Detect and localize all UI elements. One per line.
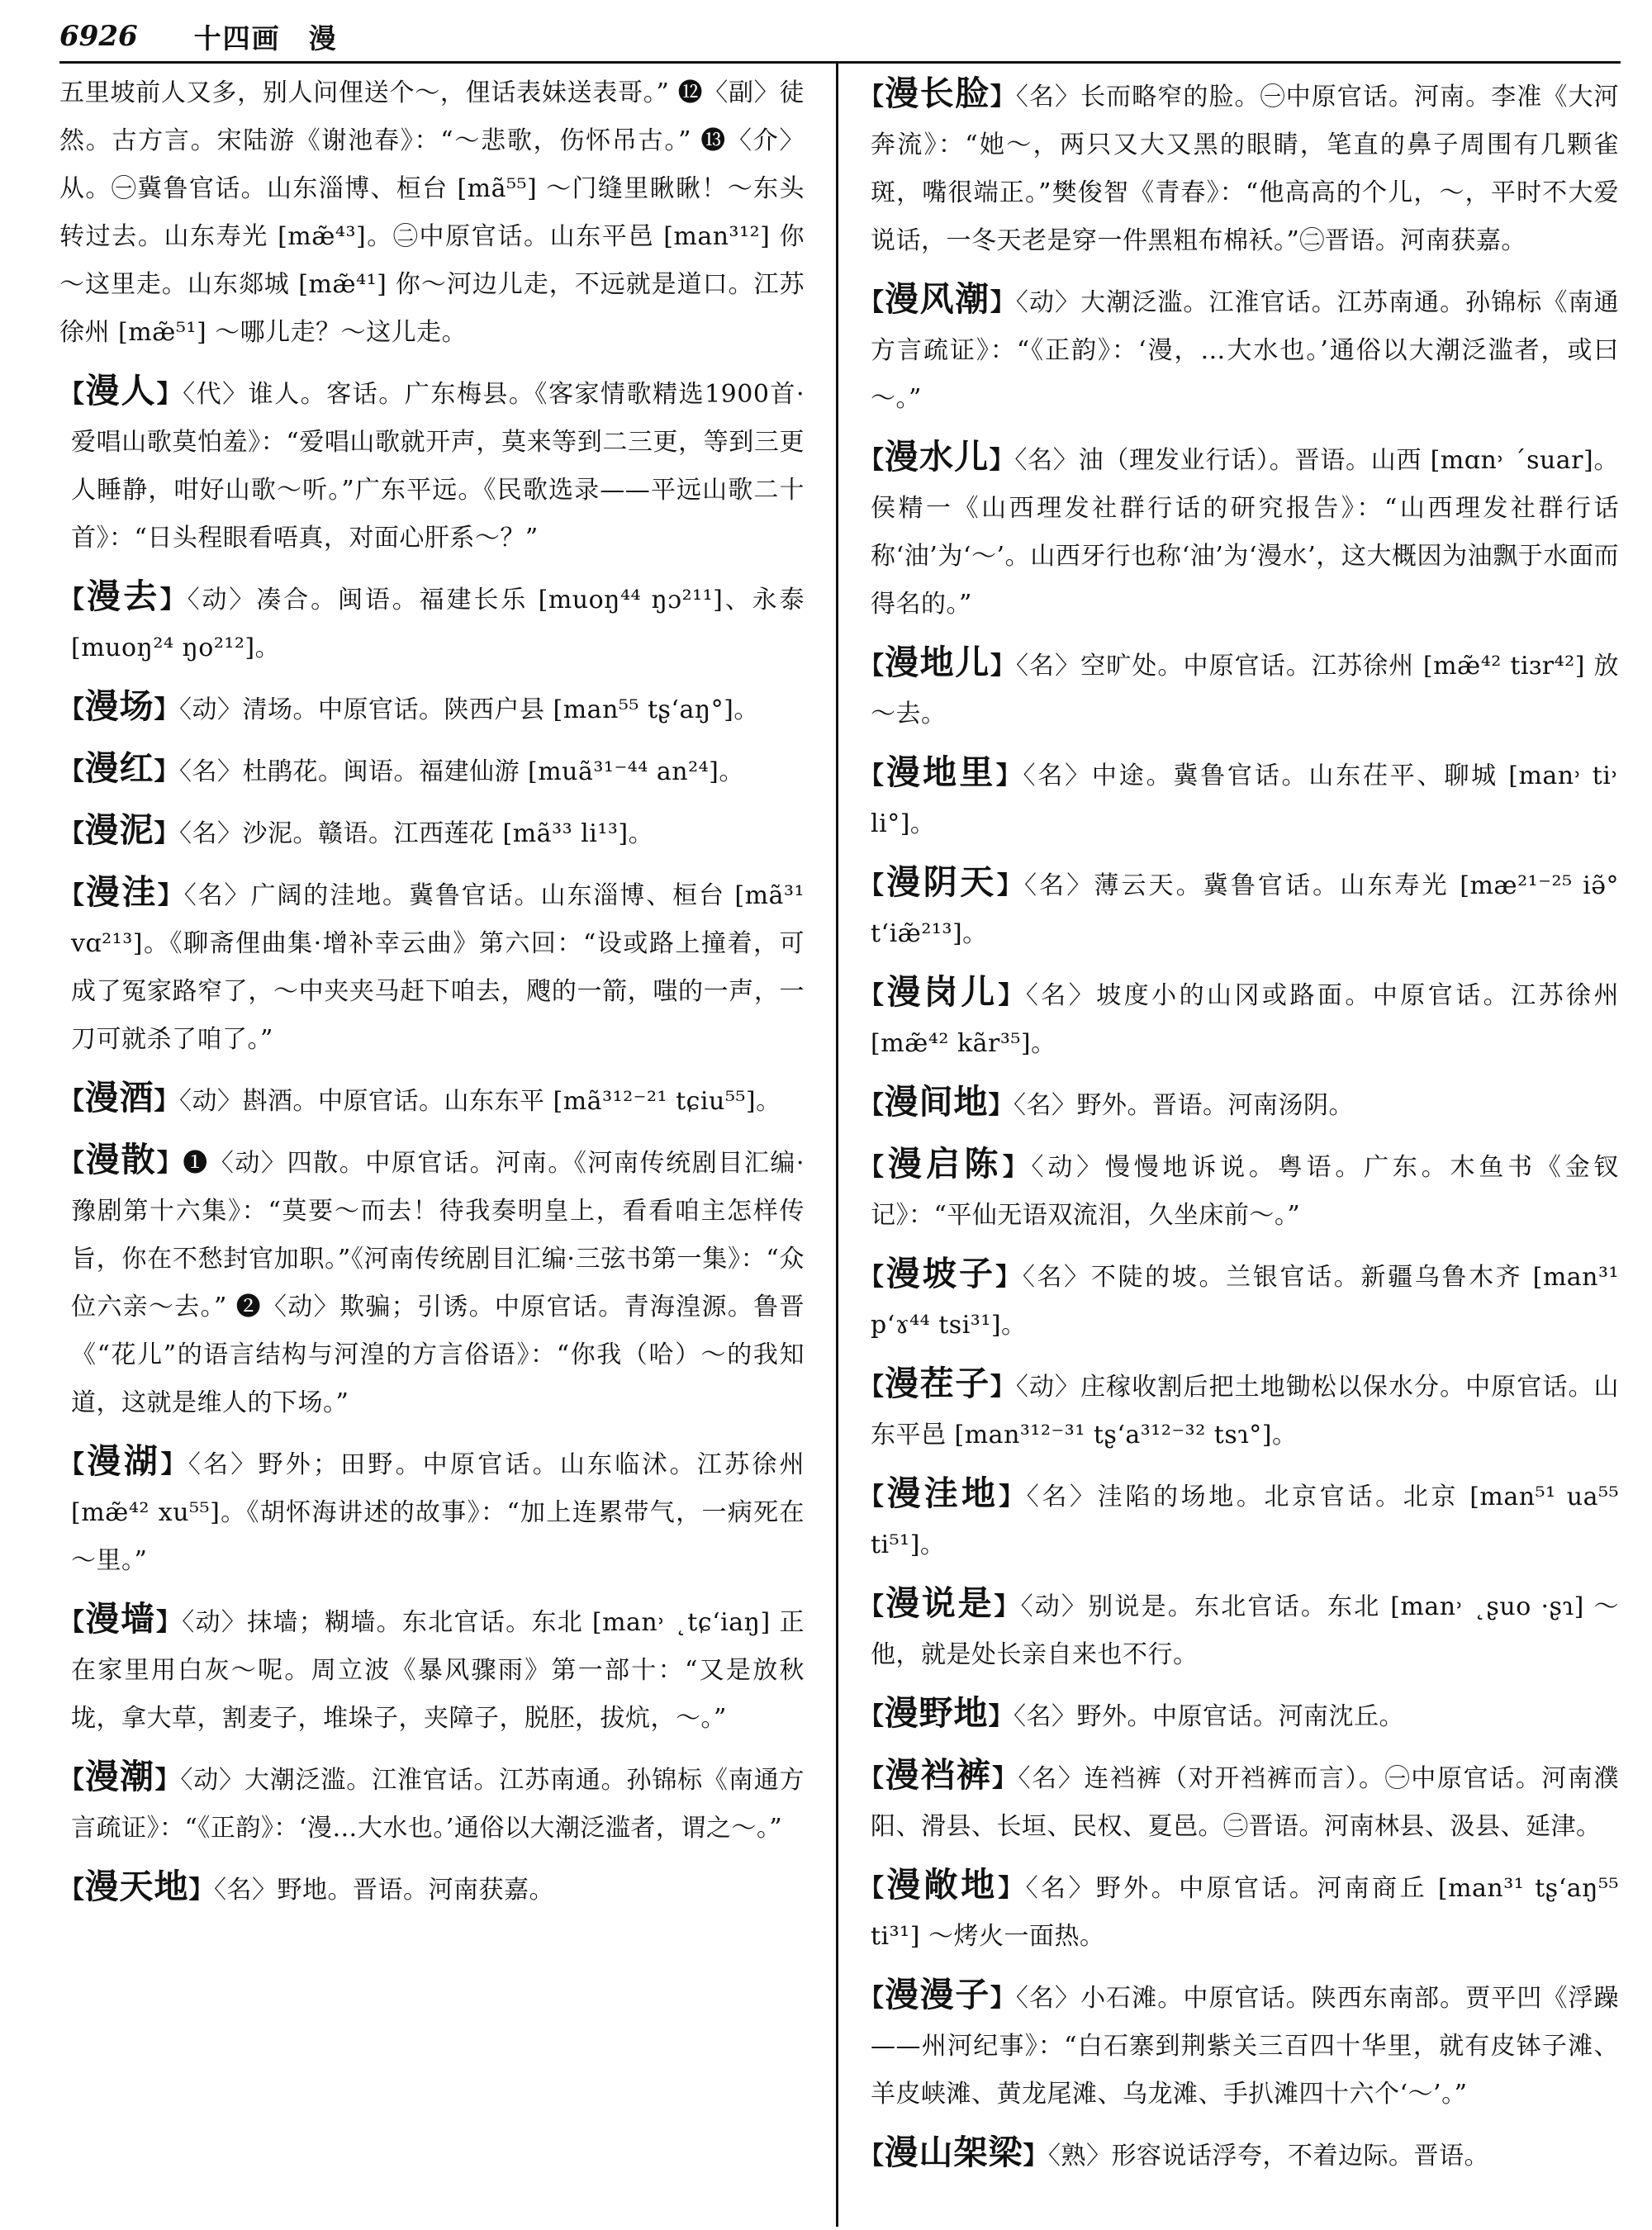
bracket-close: 】 [157,881,184,910]
bracket-open: 【 [859,1592,886,1621]
dictionary-entry [859,968,1619,1068]
dictionary-entry [59,367,805,562]
entry-definition: 〈名〉油（理发业行话）。晋语。山西 [mɑn˒ ˊsuar]。侯精一《山西理发社群行话的研究报告》：“山西理发社群行话称‘油’为‘～’。山西牙行也称‘油’为‘漫水’，这大概因为油飘于水面而得名的。” [871,446,1619,619]
bracket-close: 】 [159,586,188,614]
entry-headword: 漫洼地 [886,1473,999,1513]
bracket-close: 】 [995,762,1023,790]
entry-definition: 〈动〉斟酒。中原官话。山东东平 [mã³¹²⁻²¹ tɕiu⁵⁵]。 [179,1087,781,1116]
dictionary-entry [859,1469,1619,1569]
entry-definition: 〈熟〉形容说话浮夸，不着边际。晋语。 [1048,2142,1489,2171]
bracket-open: 【 [59,819,85,848]
bracket-open: 【 [859,1764,885,1793]
entry-definition: 〈名〉野外。中原官话。河南沈丘。 [1014,1702,1404,1731]
entry-headword: 漫墙 [85,1599,156,1639]
entry-headword: 漫茬子 [885,1364,990,1403]
bracket-close: 】 [154,819,179,848]
dictionary-entry [59,572,805,672]
bracket-close: 】 [160,1450,188,1479]
dictionary-entry [859,433,1619,629]
bracket-close: 】 [1002,1153,1032,1182]
bracket-open: 【 [859,871,887,900]
bracket-open: 【 [859,1874,887,1903]
bracket-open: 【 [859,1091,885,1120]
bracket-open: 【 [859,981,887,1010]
bracket-close: 】 [990,652,1016,681]
entry-definition: 〈名〉连裆裤（对开裆裤而言）。㊀中原官话。河南濮阳、滑县、长垣、民权、夏邑。㊁晋语。河南林县、汲县、延津。 [871,1764,1620,1841]
bracket-close: 】 [156,1149,183,1178]
dictionary-entry [59,744,805,796]
entry-definition: 〈名〉野外；田野。中原官话。山东临沭。江苏徐州 [mæ̃⁴² xu⁵⁵]。《胡怀海讲述的故事》：“加上连累带气，一病死在～里。” [71,1450,805,1575]
entry-headword: 漫敞地 [886,1865,999,1905]
entry-definition: 〈动〉凑合。闽语。福建长乐 [muoŋ⁴⁴ ŋɔ²¹¹]、永泰 [muoŋ²⁴ ŋo²¹²]。 [71,586,805,662]
entry-headword: 漫阴天 [886,862,997,902]
dictionary-entry [859,1861,1619,1961]
bracket-open: 【 [859,2142,885,2171]
entry-definition: 〈名〉洼陷的场地。北京官话。北京 [man⁵¹ ua⁵⁵ ti⁵¹]。 [871,1483,1620,1559]
dictionary-entry [59,806,805,858]
dictionary-entry [59,1074,805,1126]
bracket-open: 【 [859,1153,888,1182]
bracket-close: 】 [990,1984,1016,2013]
dictionary-entry [59,1136,805,1427]
entry-definition: 五里坡前人又多，别人问俚送个～，俚话表妹送表哥。” ⓬〈副〉徒然。古方言。宋陆游《谢池春》：“～悲歌，伤怀吊古。” ⓭〈介〉从。㊀冀鲁官话。山东淄博、桓台 [mã⁵⁵] ～门缝里瞅瞅！～东头转过去。山东寿光 [mæ̃⁴³]。㊁中原官话。山东平邑 [man³¹²] 你～这里走。山东郯城 [mæ̃⁴¹] 你～河边儿走，不远就是道口。江苏徐州 [mæ̃⁵¹] ～哪儿走？～这儿走。 [59,78,805,347]
bracket-open: 【 [59,1149,86,1178]
bracket-open: 【 [59,1450,88,1479]
entry-headword: 漫野地 [884,1693,989,1733]
entry-headword: 漫山架梁 [884,2133,1023,2172]
entry-definition: 〈名〉野地。晋语。河南获嘉。 [214,1876,554,1905]
bracket-close: 】 [995,1263,1023,1292]
dictionary-entry [59,1753,805,1853]
bracket-close: 】 [154,1087,179,1116]
left-column [59,69,805,1924]
dictionary-entry [859,1971,1619,2118]
entry-definition: 〈名〉野外。中原官话。河南商丘 [man³¹ tʂʻaŋ⁵⁵ ti³¹] ～烤火一面热。 [871,1874,1619,1951]
bracket-close: 】 [990,1373,1016,1402]
entry-definition: 〈名〉杜鹃花。闽语。福建仙游 [muã³¹⁻⁴⁴ an²⁴]。 [179,757,744,786]
entry-definition: 〈代〉谁人。客话。广东梅县。《客家情歌精选1900首·爱唱山歌莫怕羞》：“爱唱山歌就开声，莫来等到二三更，等到三更人睡静，咁好山歌～听。”广东平远。《民歌选录——平远山歌二十首》：“日头程眼看唔真，对面心肝系～？” [71,380,805,553]
entry-headword: 漫去 [86,576,160,616]
dictionary-entry [59,1595,805,1743]
bracket-close: 】 [990,288,1016,317]
bracket-close: 】 [990,83,1016,112]
dictionary-entry [859,275,1619,423]
dictionary-entry [59,1862,805,1914]
entry-definition: 〈动〉庄稼收割后把土地锄松以保水分。中原官话。山东平邑 [man³¹²⁻³¹ tʂʻa³¹²⁻³² tsɿ°]。 [871,1373,1620,1450]
entry-definition: 〈动〉抹墙；糊墙。东北官话。东北 [man˒ ˛tɕʻiaŋ] 正在家里用白灰～呢。周立波《暴风骤雨》第一部十：“又是放秋垅，拿大草，割麦子，堆垛子，夹障子，脱胚，拔炕，～。” [71,1608,805,1733]
bracket-open: 【 [859,1483,887,1511]
bracket-open: 【 [859,1702,885,1731]
header-rule [59,61,1621,64]
entry-definition: 〈动〉大潮泛滥。江淮官话。江苏南通。孙锦标《南通方言疏证》：“《正韵》：‘漫…大水也。’通俗以大潮泛滥者，谓之～。” [71,1766,805,1843]
entry-headword: 漫地里 [885,752,996,792]
entry-headword: 漫裆裤 [885,1755,992,1795]
dictionary-entry [859,1689,1619,1741]
entry-headword: 漫长脸 [885,74,990,113]
dictionary-entry [859,1078,1619,1130]
entry-headword: 漫红 [84,748,154,788]
entry-headword: 漫启陈 [887,1144,1003,1184]
dictionary-entry [859,69,1619,265]
entry-headword: 漫潮 [84,1757,155,1796]
entry-definition: 〈名〉不陡的坡。兰银官话。新疆乌鲁木齐 [man³¹ pʻɤ⁴⁴ tsi³¹]。 [871,1263,1620,1340]
bracket-open: 【 [859,83,885,112]
bracket-open: 【 [59,757,85,786]
dictionary-entry [59,868,805,1064]
bracket-close: 】 [156,380,183,409]
bracket-close: 】 [154,1766,181,1795]
dictionary-entry [59,682,805,734]
entry-definition: 〈动〉大潮泛滥。江淮官话。江苏南通。孙锦标《南通方言疏证》：“《正韵》：‘漫，…大水也。’通俗以大潮泛滥者，或曰～。” [871,288,1620,413]
bracket-open: 【 [59,380,86,409]
bracket-open: 【 [859,1263,886,1292]
bracket-open: 【 [59,1876,85,1905]
dictionary-entry [859,748,1619,848]
bracket-open: 【 [59,1766,85,1795]
entry-headword: 漫间地 [884,1082,989,1122]
column-divider [836,63,838,2227]
entry-headword: 漫漫子 [885,1975,990,2014]
entry-definition: 〈名〉空旷处。中原官话。江苏徐州 [mæ̃⁴² tiɜr⁴²] 放～去。 [871,652,1620,728]
dictionary-entry [859,638,1619,738]
entry-headword: 漫地儿 [885,643,990,682]
entry-continuation [59,69,805,357]
bracket-open: 【 [59,695,85,724]
bracket-open: 【 [859,1984,885,2013]
entry-headword: 漫岗儿 [886,972,999,1012]
right-column [859,69,1619,2190]
bracket-close: 】 [154,695,179,724]
entry-headword: 漫场 [84,686,154,726]
bracket-open: 【 [859,762,886,790]
entry-definition: 〈名〉中途。冀鲁官话。山东茌平、聊城 [man˒ ti˒ li°]。 [871,762,1620,838]
entry-headword: 漫人 [85,371,157,410]
entry-definition: 〈名〉广阔的洼地。冀鲁官话。山东淄博、桓台 [mã³¹ vɑ²¹³]。《聊斋俚曲集·增补幸云曲》第六回：“设或路上撞着，可成了冤家路窄了，～中夹夹马赶下咱去，飕的一箭，嗤的一声，一刀可就杀了咱了。” [71,881,805,1054]
bracket-close: 】 [989,446,1015,475]
dictionary-entry [859,1250,1619,1350]
bracket-close: 】 [998,981,1026,1010]
dictionary-entry [859,1359,1619,1459]
dictionary-entry [859,1579,1619,1679]
bracket-close: 】 [188,1876,214,1905]
stroke-section-label: 十四画 [193,21,281,55]
entry-definition: 〈动〉清场。中原官话。陕西户县 [man⁵⁵ tʂʻaŋ°]。 [179,695,759,724]
bracket-open: 【 [59,1608,86,1637]
bracket-open: 【 [859,1373,885,1402]
entry-definition: 〈名〉小石滩。中原官话。陕西东南部。贾平凹《浮躁——州河纪事》：“白石寨到荆紫关三百四十华里，就有皮钵子滩、羊皮峡滩、黄龙尾滩、乌龙滩、手扒滩四十六个‘～’。” [871,1984,1620,2109]
header-character: 漫 [308,21,336,55]
entry-headword: 漫天地 [84,1867,189,1906]
bracket-close: 】 [998,1874,1026,1903]
bracket-close: 】 [988,1702,1014,1731]
entry-definition: 〈名〉长而略窄的脸。㊀中原官话。河南。李准《大河奔流》：“她～，两只又大又黑的眼睛，笔直的鼻子周围有几颗雀斑，嘴很端正。”樊俊智《青春》：“他高高的个儿，～，平时不大爱说话，一冬天老是穿一件黑粗布棉袄。”㊁晋语。河南获嘉。 [871,83,1620,255]
bracket-close: 】 [1023,2142,1048,2171]
dictionary-entry [59,1437,805,1585]
bracket-open: 【 [859,288,885,317]
bracket-open: 【 [59,586,87,614]
entry-headword: 漫说是 [885,1583,995,1623]
dictionary-entry [859,1751,1619,1851]
bracket-close: 】 [999,1483,1027,1511]
bracket-open: 【 [859,652,885,681]
entry-headword: 漫坡子 [885,1254,996,1293]
bracket-open: 【 [59,1087,85,1116]
entry-definition: ❶〈动〉四散。中原官话。河南。《河南传统剧目汇编·豫剧第十六集》：“莫要～而去！待我奏明皇上，看看咱主怎样传旨，你在不愁封官加职。”《河南传统剧目汇编·三弦书第一集》：“众位六亲～去。” ❷〈动〉欺骗；引诱。中原官话。青海湟源。鲁晋《“花儿”的语言结构与河湟的方言俗语》：“你我（哈）～的我知道，这就是维人的下场。” [71,1149,805,1417]
dictionary-entry [859,1140,1619,1240]
page-header [59,17,1622,56]
bracket-close: 】 [991,1764,1018,1793]
bracket-open: 【 [59,881,86,910]
page-number: 6926 [59,20,138,53]
entry-headword: 漫水儿 [884,437,990,477]
bracket-close: 】 [155,1608,183,1637]
bracket-close: 】 [154,757,179,786]
dictionary-entry [859,2128,1619,2180]
bracket-close: 】 [994,1592,1021,1621]
entry-headword: 漫湖 [87,1441,161,1481]
entry-headword: 漫洼 [85,872,158,912]
entry-headword: 漫酒 [84,1078,154,1117]
bracket-open: 【 [859,446,885,475]
entry-definition: 〈名〉沙泥。赣语。江西莲花 [mã³³ li¹³]。 [179,819,654,848]
entry-headword: 漫泥 [84,810,154,850]
entry-definition: 〈名〉野外。晋语。河南汤阴。 [1014,1091,1354,1120]
entry-definition: 〈动〉慢慢地诉说。粤语。广东。木鱼书《金钗记》：“平仙无语双流泪，久坐床前～。” [871,1153,1620,1230]
entry-headword: 漫风潮 [885,279,990,319]
bracket-close: 】 [988,1091,1014,1120]
entry-headword: 漫散 [85,1140,157,1179]
entry-definition: 〈动〉别说是。东北官话。东北 [man˒ ˛ʂuo ·ʂɿ] ～他，就是处长亲自来也不行。 [871,1592,1620,1669]
bracket-close: 】 [996,871,1025,900]
entry-definition: 〈名〉薄云天。冀鲁官话。山东寿光 [mæ²¹⁻²⁵ iə̃° tʻiæ̃²¹³]。 [871,871,1620,948]
entry-definition: 〈名〉坡度小的山冈或路面。中原官话。江苏徐州 [mæ̃⁴² kãr³⁵]。 [871,981,1620,1058]
dictionary-entry [859,858,1619,958]
